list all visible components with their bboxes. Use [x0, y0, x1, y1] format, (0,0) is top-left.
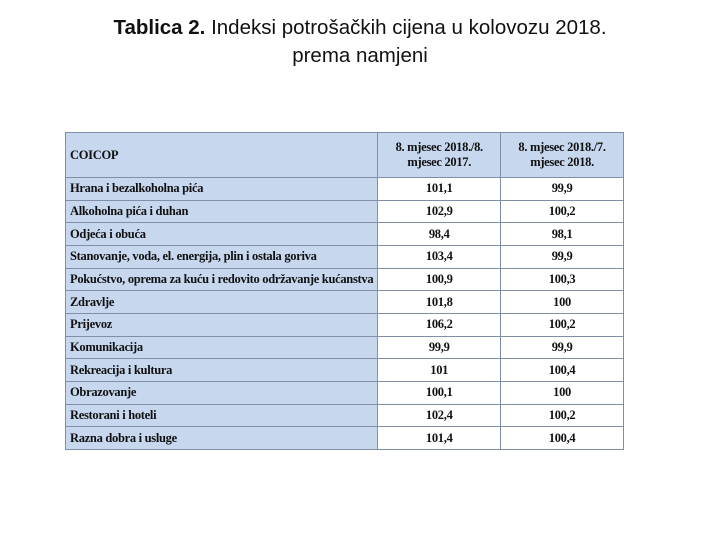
table-row — [66, 404, 624, 427]
table-row — [66, 268, 624, 291]
category-cell: Rekreacija i kultura — [66, 359, 378, 382]
header-yoy: 8. mjesec 2018./8. mjesec 2017. — [378, 133, 501, 178]
cpi-table-container — [65, 132, 624, 450]
yoy-index-cell: 102,9 — [378, 200, 501, 223]
category-cell: Pokućstvo, oprema za kuću i redovito održavanje kućanstva — [66, 268, 378, 291]
table-row — [66, 223, 624, 246]
mom-index-cell: 100,4 — [501, 427, 624, 450]
title-text: Indeksi potrošačkih cijena u kolovozu 2018. — [205, 16, 607, 39]
table-row — [66, 381, 624, 404]
yoy-index-cell: 99,9 — [378, 336, 501, 359]
yoy-index-cell: 100,9 — [378, 268, 501, 291]
mom-index-cell: 100,2 — [501, 200, 624, 223]
category-cell: Razna dobra i usluge — [66, 427, 378, 450]
title-line2: prema namjeni — [292, 44, 428, 67]
mom-index-cell: 99,9 — [501, 336, 624, 359]
yoy-index-cell: 101,1 — [378, 178, 501, 201]
slide-title — [0, 14, 720, 70]
yoy-index-cell: 103,4 — [378, 245, 501, 268]
category-cell: Odjeća i obuća — [66, 223, 378, 246]
category-cell: Restorani i hoteli — [66, 404, 378, 427]
table-header-row — [66, 133, 624, 178]
table-row — [66, 178, 624, 201]
category-cell: Zdravlje — [66, 291, 378, 314]
mom-index-cell: 100,4 — [501, 359, 624, 382]
table-row — [66, 245, 624, 268]
mom-index-cell: 100,3 — [501, 268, 624, 291]
header-coicop: COICOP — [66, 133, 378, 178]
table-row — [66, 359, 624, 382]
table-body — [66, 178, 624, 450]
yoy-index-cell: 101 — [378, 359, 501, 382]
mom-index-cell: 100,2 — [501, 404, 624, 427]
mom-index-cell: 100 — [501, 291, 624, 314]
table-row — [66, 291, 624, 314]
table-row — [66, 313, 624, 336]
mom-index-cell: 100 — [501, 381, 624, 404]
cpi-table — [65, 132, 624, 450]
category-cell: Komunikacija — [66, 336, 378, 359]
category-cell: Hrana i bezalkoholna pića — [66, 178, 378, 201]
header-mom: 8. mjesec 2018./7. mjesec 2018. — [501, 133, 624, 178]
yoy-index-cell: 101,4 — [378, 427, 501, 450]
yoy-index-cell: 98,4 — [378, 223, 501, 246]
yoy-index-cell: 101,8 — [378, 291, 501, 314]
yoy-index-cell: 100,1 — [378, 381, 501, 404]
category-cell: Alkoholna pića i duhan — [66, 200, 378, 223]
mom-index-cell: 99,9 — [501, 245, 624, 268]
table-row — [66, 427, 624, 450]
mom-index-cell: 98,1 — [501, 223, 624, 246]
category-cell: Obrazovanje — [66, 381, 378, 404]
yoy-index-cell: 106,2 — [378, 313, 501, 336]
category-cell: Prijevoz — [66, 313, 378, 336]
table-row — [66, 200, 624, 223]
mom-index-cell: 99,9 — [501, 178, 624, 201]
yoy-index-cell: 102,4 — [378, 404, 501, 427]
category-cell: Stanovanje, voda, el. energija, plin i ostala goriva — [66, 245, 378, 268]
mom-index-cell: 100,2 — [501, 313, 624, 336]
title-prefix: Tablica 2. — [113, 16, 206, 39]
table-row — [66, 336, 624, 359]
